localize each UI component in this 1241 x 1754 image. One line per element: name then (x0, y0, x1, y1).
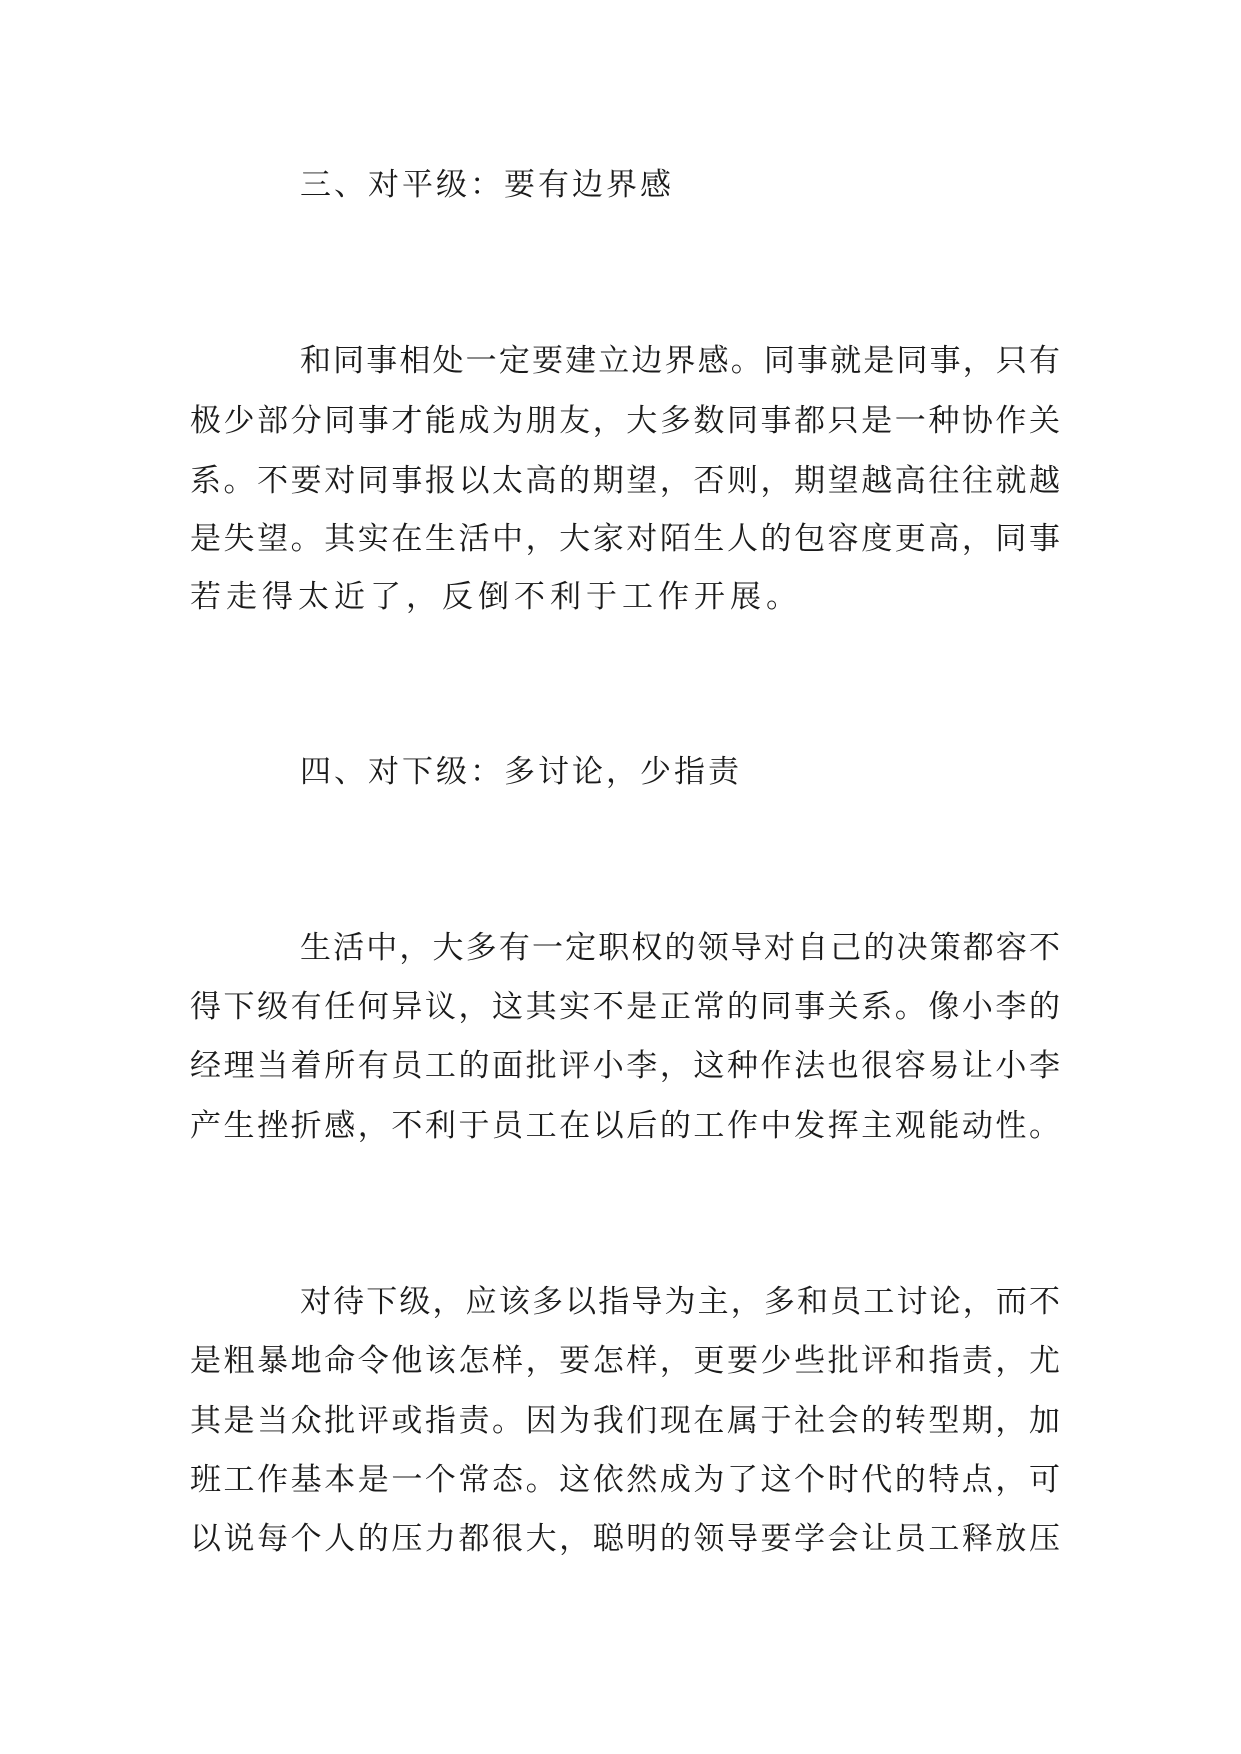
paragraph-line: 对待下级，应该多以指导为主，多和员工讨论，而不 (300, 1284, 1060, 1320)
paragraph-line: 以说每个人的压力都很大，聪明的领导要学会让员工释放压 (190, 1521, 1060, 1557)
paragraph-line: 其是当众批评或指责。因为我们现在属于社会的转型期，加 (190, 1403, 1060, 1439)
section-heading: 四、对下级：多讨论，少指责 (300, 754, 742, 790)
paragraph-line: 生活中，大多有一定职权的领导对自己的决策都容不 (300, 930, 1060, 966)
paragraph-line: 系。不要对同事报以太高的期望，否则，期望越高往往就越 (190, 463, 1060, 499)
paragraph-line: 和同事相处一定要建立边界感。同事就是同事，只有 (300, 343, 1060, 379)
paragraph-line: 产生挫折感，不利于员工在以后的工作中发挥主观能动性。 (190, 1108, 1060, 1144)
paragraph-line: 班工作基本是一个常态。这依然成为了这个时代的特点，可 (190, 1462, 1060, 1498)
paragraph-line: 若走得太近了，反倒不利于工作开展。 (190, 579, 802, 615)
paragraph-line: 经理当着所有员工的面批评小李，这种作法也很容易让小李 (190, 1048, 1060, 1084)
paragraph-line: 是粗暴地命令他该怎样，要怎样，更要少些批评和指责，尤 (190, 1343, 1060, 1379)
section-heading: 三、对平级：要有边界感 (300, 167, 674, 203)
paragraph-line: 极少部分同事才能成为朋友，大多数同事都只是一种协作关 (190, 403, 1060, 439)
paragraph-line: 得下级有任何异议，这其实不是正常的同事关系。像小李的 (190, 989, 1060, 1025)
paragraph-line: 是失望。其实在生活中，大家对陌生人的包容度更高，同事 (190, 521, 1060, 557)
